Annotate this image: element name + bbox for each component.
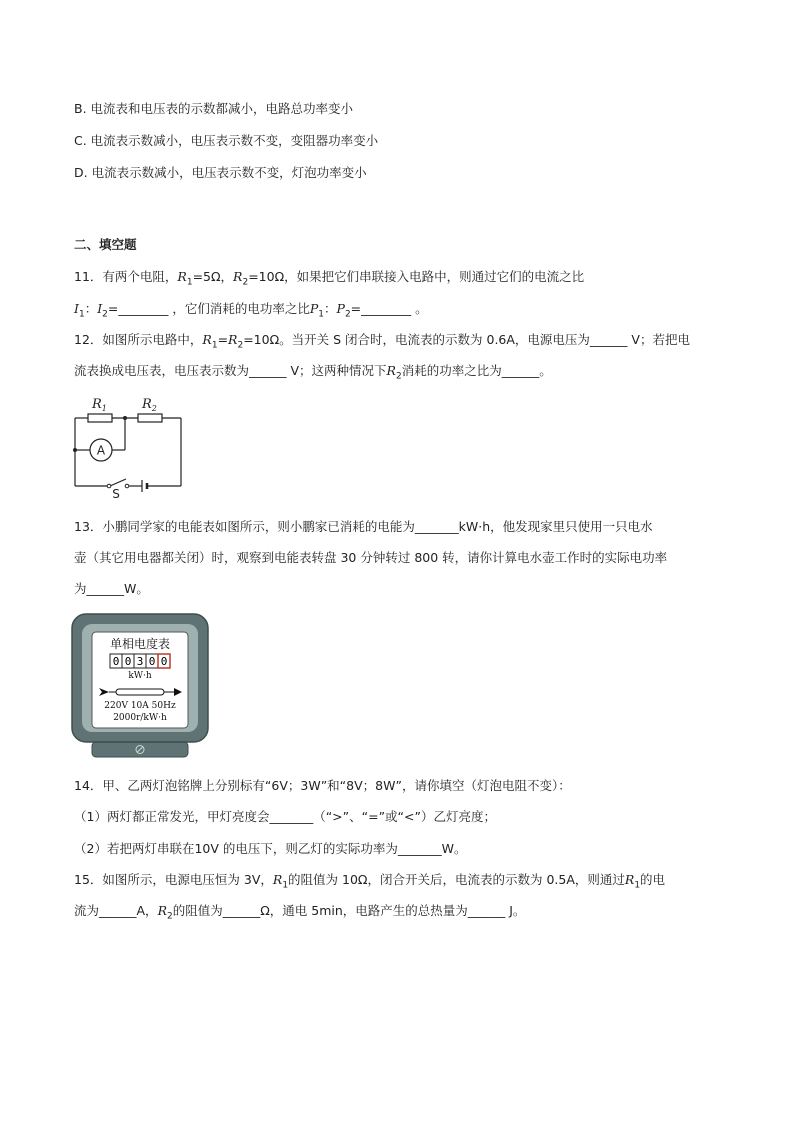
resistor-r1 [88,414,112,422]
question-14-line-1: 14．甲、乙两灯泡铭牌上分别标有“6V；3W”和“8V；8W”，请你填空（灯泡电阻不变）： [74,778,571,793]
question-13-line-1: 13．小鹏同学家的电能表如图所示，则小鹏家已消耗的电能为_______kW·h，他发现家里只使用一只电水 [74,519,653,534]
question-11-line-2: $I_1$：$I_2=\_\_\_\_\_\_\_\_$ ，它们消耗的电功率之比$P_1$：$P_2=\_\_\_\_\_\_\_\_$ 。 [74,301,428,320]
option-c: C. 电流表示数减小，电压表示数不变，变阻器功率变小 [74,133,379,148]
meter-unit: kW·h [128,671,152,681]
electric-meter [70,612,212,762]
meter-title: 单相电度表 [109,637,171,651]
section-title: 二、填空题 [74,237,137,252]
meter-digit: 0 [124,655,132,668]
meter-digits [110,654,170,668]
question-14-line-3: （2）若把两灯串联在10V 的电压下，则乙灯的实际功率为_______W。 [74,841,467,856]
meter-digit: 0 [160,655,168,668]
question-15-line-2: 流为______A，$R_2$的阻值为______Ω，通电 5min，电路产生的总热量为______ J。 [74,903,526,922]
question-12-line-2: 流表换成电压表，电压表示数为______ V；这两种情况下$R_2$消耗的功率之比为______。 [74,363,552,382]
question-13-line-2: 壶（其它用电器都关闭）时，观察到电能表转盘 30 分钟转过 800 转，请你计算电水壶工作时的实际电功率 [74,550,668,565]
meter-digit: 0 [112,655,120,668]
meter-spec-2: 2000r/kW·h [113,713,167,723]
circuit-diagram-q12 [68,390,188,498]
meter-digit: 0 [148,655,156,668]
switch-s [110,479,126,486]
question-11-line-1: 11．有两个电阻，$R_1=5\Omega$，$R_2=10\Omega$，如果把它们串联接入电路中，则通过它们的电流之比 [74,269,585,288]
meter-spec-1: 220V 10A 50Hz [104,701,176,711]
question-15-line-1: 15．如图所示，电源电压恒为 3V，$R_1$的阻值为 10Ω，闭合开关后，电流表的示数为 0.5A，则通过$R_1$的电 [74,872,666,891]
svg-text:A: A [96,443,106,458]
question-14-line-2: （1）两灯都正常发光，甲灯亮度会_______（“>”、“=”或“<”）乙灯亮度； [74,809,496,824]
question-12-line-1: 12．如图所示电路中，$R_1=R_2=10\Omega$。当开关 S 闭合时，电流表的示数为 0.6A，电源电压为______ V；若把电 [74,332,690,351]
svg-text:R1: $R_1$ [92,397,107,413]
option-d: D. 电流表示数减小，电压表示数不变，灯泡功率变小 [74,165,367,180]
svg-text:S: S [112,487,120,498]
resistor-r2 [138,414,162,422]
meter-digit: 3 [136,655,144,668]
option-b: B. 电流表和电压表的示数都减小，电路总功率变小 [74,101,354,116]
question-13-line-3: 为______W。 [74,581,149,596]
svg-text:R2: $R_2$ [142,397,157,413]
